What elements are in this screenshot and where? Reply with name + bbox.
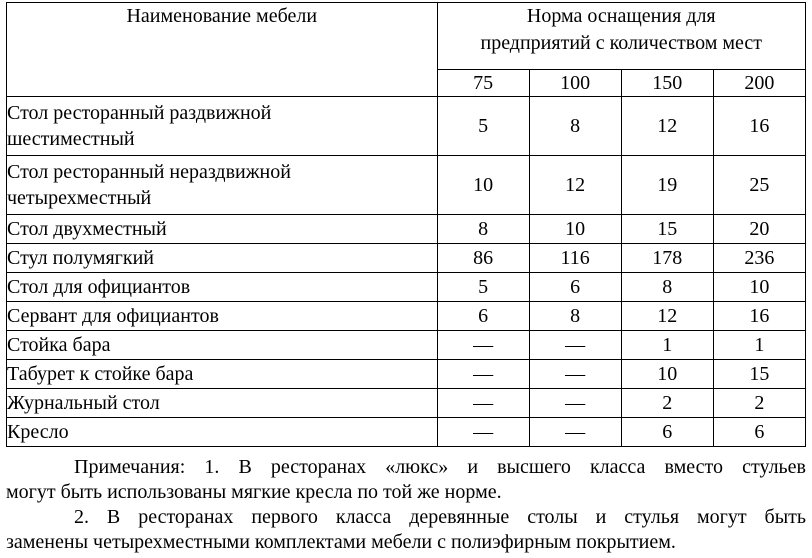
- table-row: [7, 302, 806, 331]
- value-cell: —: [529, 331, 621, 360]
- value-cell: 5: [437, 273, 529, 302]
- value-cell: 8: [529, 97, 621, 156]
- row-name-cell: Стойка бара: [7, 331, 438, 360]
- value-cell: —: [529, 418, 621, 447]
- row-name-cell: Стол для официантов: [7, 273, 438, 302]
- value-cell: 12: [621, 302, 713, 331]
- value-cell: 8: [437, 215, 529, 244]
- row-name-cell: Табурет к стойке бара: [7, 360, 438, 389]
- header-equipment-norm: [437, 3, 805, 70]
- value-cell: —: [437, 360, 529, 389]
- value-cell: —: [437, 418, 529, 447]
- row-name-line1: Стол ресторанный раздвижной: [7, 102, 272, 124]
- value-cell: 19: [621, 156, 713, 215]
- row-name-cell: Журнальный стол: [7, 389, 438, 418]
- row-name-cell: Стул полумягкий: [7, 244, 438, 273]
- note1-line2: могут быть использованы мягкие кресла по той же норме.: [6, 481, 502, 503]
- value-cell: —: [529, 360, 621, 389]
- row-name-cell: Кресло: [7, 418, 438, 447]
- value-cell: 10: [621, 360, 713, 389]
- value-cell: 236: [713, 244, 805, 273]
- value-cell: 16: [713, 97, 805, 156]
- table-row: [7, 360, 806, 389]
- value-cell: 16: [713, 302, 805, 331]
- table-row: [7, 244, 806, 273]
- value-cell: 15: [621, 215, 713, 244]
- header-furniture-name: Наименование мебели: [7, 3, 438, 97]
- value-cell: 2: [713, 389, 805, 418]
- value-cell: —: [529, 389, 621, 418]
- table-row: [7, 273, 806, 302]
- header-seats-100: 100: [529, 70, 621, 97]
- row-name-line1: Стол ресторанный нераздвижной: [7, 161, 291, 183]
- value-cell: —: [437, 389, 529, 418]
- value-cell: 25: [713, 156, 805, 215]
- row-name-cell: Сервант для официантов: [7, 302, 438, 331]
- value-cell: 86: [437, 244, 529, 273]
- value-cell: 5: [437, 97, 529, 156]
- notes-section: [6, 455, 806, 555]
- table-row: [7, 418, 806, 447]
- row-name-cell: Стол двухместный: [7, 215, 438, 244]
- table-row: [7, 389, 806, 418]
- value-cell: 1: [713, 331, 805, 360]
- header-norm-line2: предприятий с количеством мест: [480, 32, 763, 54]
- value-cell: 6: [437, 302, 529, 331]
- header-seats-150: 150: [621, 70, 713, 97]
- value-cell: 8: [529, 302, 621, 331]
- row-name-line2: шестиместный: [7, 128, 135, 150]
- note2-line2: заменены четырехместными комплектами мебели с полиэфирным покрытием.: [6, 531, 676, 553]
- value-cell: 12: [529, 156, 621, 215]
- value-cell: —: [437, 331, 529, 360]
- note2-line1: 2. В ресторанах первого класса деревянные столы и стулья могут быть: [74, 506, 806, 528]
- header-seats-75: 75: [437, 70, 529, 97]
- row-name-cell: [7, 97, 438, 156]
- value-cell: 6: [529, 273, 621, 302]
- value-cell: 178: [621, 244, 713, 273]
- row-name-cell: [7, 156, 438, 215]
- note1-line1: Примечания: 1. В ресторанах «люкс» и высшего класса вместо стульев: [74, 456, 806, 478]
- header-norm-line1: Норма оснащения для: [526, 5, 716, 27]
- value-cell: 10: [437, 156, 529, 215]
- table-row: [7, 97, 806, 156]
- value-cell: 6: [713, 418, 805, 447]
- table-row: [7, 156, 806, 215]
- table-row: [7, 331, 806, 360]
- furniture-norms-table: [6, 2, 806, 447]
- value-cell: 116: [529, 244, 621, 273]
- value-cell: 12: [621, 97, 713, 156]
- value-cell: 1: [621, 331, 713, 360]
- header-seats-200: 200: [713, 70, 805, 97]
- value-cell: 8: [621, 273, 713, 302]
- row-name-line2: четырехместный: [7, 187, 152, 209]
- value-cell: 10: [713, 273, 805, 302]
- value-cell: 6: [621, 418, 713, 447]
- value-cell: 20: [713, 215, 805, 244]
- value-cell: 10: [529, 215, 621, 244]
- value-cell: 15: [713, 360, 805, 389]
- table-row: [7, 215, 806, 244]
- value-cell: 2: [621, 389, 713, 418]
